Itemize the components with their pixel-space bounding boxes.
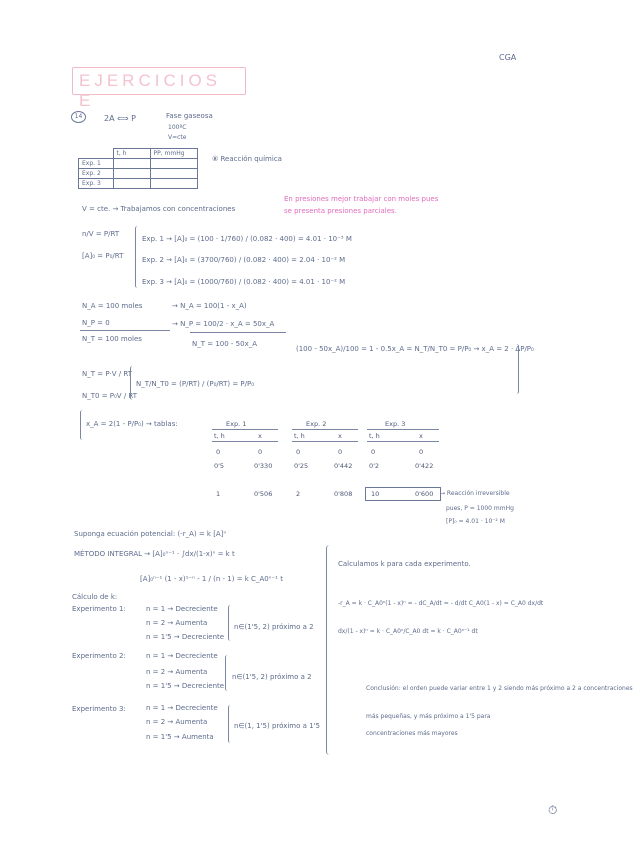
table-cell: 0	[258, 448, 263, 456]
table-title: Exp. 1	[226, 420, 247, 428]
brace	[228, 605, 233, 641]
conclusion-3: concentraciones más mayores	[366, 730, 458, 737]
initials: CGA	[499, 53, 517, 62]
rel-nt: N_T = P·V / RT	[82, 370, 133, 378]
divider	[80, 330, 170, 331]
mole-nt-eq: N_T = 100 - 50x_A	[192, 340, 258, 348]
data-table-exp1	[210, 420, 280, 500]
table-row-label: Exp. 2	[79, 169, 114, 179]
exp1-calc: Exp. 1 → [A]₀ = (100 · 1/760) / (0.082 · 400) = 4.01 · 10⁻³ M	[142, 235, 352, 243]
reaction-note: ⑧ Reacción química	[212, 155, 282, 163]
exp2-line: n = 1 → Decreciente	[146, 652, 218, 660]
experiment-table	[78, 148, 198, 189]
exp1-line: n = 1 → Decreciente	[146, 605, 218, 613]
data-table-exp2	[290, 420, 360, 500]
problem-number: 14	[71, 111, 86, 123]
mole-np-eq: → N_P = 100/2 · x_A = 50x_A	[172, 320, 275, 328]
table-header: x	[258, 432, 262, 440]
condition-volume: V=cte	[168, 134, 187, 141]
exp2-calc: Exp. 2 → [A]₀ = (3700/760) / (0.082 · 400) = 2.04 · 10⁻² M	[142, 256, 346, 264]
exp3-note-1: → Reacción irreversible	[440, 490, 510, 497]
integral-method: MÉTODO INTEGRAL → [A]₀ⁿ⁻¹ · ∫dx/(1-x)ⁿ = k t	[74, 550, 235, 558]
table-row-label: Exp. 1	[79, 159, 114, 169]
mole-nt: N_T = 100 moles	[82, 335, 142, 343]
rate-eq-1: -r_A = k · C_A0ⁿ(1 - x)ⁿ = - dC_A/dt = - d/dt C_A0(1 - x) = C_A0 dx/dt	[338, 600, 544, 607]
conclusion-1: Conclusión: el orden puede variar entre 1 y 2 siendo más próximo a 2 a concentraciones	[366, 685, 633, 692]
mole-np: N_P = 0	[82, 319, 110, 327]
table-cell: 0	[216, 448, 221, 456]
exp3-note-3: [P]₀ = 4.01 · 10⁻² M	[446, 518, 505, 525]
table-cell: 1	[216, 490, 221, 498]
exp1-result: n∈(1'5, 2) próximo a 2	[234, 623, 314, 631]
exp3-result: n∈(1, 1'5) próximo a 1'5	[234, 722, 320, 730]
table-cell: 2	[296, 490, 301, 498]
table-cell: 0'25	[294, 462, 309, 470]
phase: Fase gaseosa	[166, 112, 213, 120]
exp2-line: n = 1'5 → Decreciente	[146, 682, 225, 690]
condition-temp: 100ºC	[168, 124, 187, 131]
table-header: t, h	[369, 432, 380, 440]
table-cell: 10	[371, 490, 380, 498]
rel-nt0: N_T0 = P₀V / RT	[82, 392, 138, 400]
table-cell: 0'442	[334, 462, 353, 470]
exp2-line: n = 2 → Aumenta	[146, 668, 208, 676]
table-header: PP, mmHg	[150, 149, 197, 159]
exp1-label: Experimento 1:	[72, 605, 126, 613]
table-cell: 0'330	[254, 462, 273, 470]
exp3-label: Experimento 3:	[72, 705, 126, 713]
brace	[130, 366, 135, 400]
table-cell: 0'2	[369, 462, 380, 470]
table-cell: 0	[419, 448, 424, 456]
table-header: t, h	[214, 432, 225, 440]
exp3-calc: Exp. 3 → [A]₀ = (1000/760) / (0.082 · 400) = 4.01 · 10⁻² M	[142, 278, 346, 286]
concentration-note: V = cte. → Trabajamos con concentraciones	[82, 205, 236, 213]
table-cell: 0	[296, 448, 301, 456]
table-cell: 0	[371, 448, 376, 456]
table-cell: 0	[338, 448, 343, 456]
brace	[225, 655, 230, 691]
reaction: 2A ⟺ P	[104, 114, 136, 123]
table-header: x	[419, 432, 423, 440]
brace	[228, 705, 233, 743]
page-mark-icon: ⏱	[548, 803, 558, 817]
pink-note-1: En presiones mejor trabajar con moles pues	[284, 195, 439, 203]
mole-ratio: (100 - 50x_A)/100 = 1 - 0.5x_A = N_T/N_T0 = P/P₀ → x_A = 2 · ΔP/P₀	[296, 345, 534, 353]
rate-eq-2: dx/(1 - x)ⁿ = k · C_A0ⁿ/C_A0 dt = k · C_A0ⁿ⁻¹ dt	[338, 628, 478, 635]
table-cell: 0'506	[254, 490, 273, 498]
ideal-gas-1: n/V = P/RT	[82, 230, 120, 238]
brace	[80, 410, 85, 440]
calc-k-label: Cálculo de k:	[72, 593, 118, 601]
table-title: Exp. 2	[306, 420, 327, 428]
page-title: EJERCICIOS E	[79, 71, 222, 110]
ideal-gas-2: [A]₀ = P₀/RT	[82, 252, 124, 260]
title-box	[72, 67, 246, 110]
exp3-line: n = 1'5 → Aumenta	[146, 733, 214, 741]
calc-note: Calculamos k para cada experimento.	[338, 560, 471, 568]
table-header: t, h	[113, 149, 150, 159]
brace	[135, 226, 140, 288]
table-header	[79, 149, 114, 159]
table-cell: 0'422	[415, 462, 434, 470]
exp2-result: n∈(1'5, 2) próximo a 2	[232, 673, 312, 681]
table-header: t, h	[294, 432, 305, 440]
assume-rate: Suponga ecuación potencial: (-r_A) = k [A]ⁿ	[74, 530, 227, 538]
exp2-label: Experimento 2:	[72, 652, 126, 660]
table-header: x	[338, 432, 342, 440]
table-cell: 0'5	[214, 462, 225, 470]
brace	[514, 344, 519, 394]
exp3-line: n = 1 → Decreciente	[146, 704, 218, 712]
mole-na: N_A = 100 moles	[82, 302, 143, 310]
table-cell: 0'808	[334, 490, 353, 498]
rel-ratio: N_T/N_T0 = (P/RT) / (P₀/RT) = P/P₀	[136, 380, 255, 388]
exp3-note-2: pues, P = 1000 mmHg	[446, 505, 514, 512]
integral-result: [A]₀ⁿ⁻¹ (1 - x)¹⁻ⁿ - 1 / (n - 1) = k C_A0ⁿ⁻¹ t	[140, 575, 283, 583]
exp3-line: n = 2 → Aumenta	[146, 718, 208, 726]
exp1-line: n = 1'5 → Decreciente	[146, 633, 225, 641]
rel-final: x_A = 2(1 - P/P₀) → tablas:	[86, 420, 178, 428]
mole-na-eq: → N_A = 100(1 - x_A)	[172, 302, 247, 310]
divider	[190, 332, 286, 333]
table-row-label: Exp. 3	[79, 179, 114, 189]
pink-note-2: se presenta presiones parciales.	[284, 207, 397, 215]
conclusion-2: más pequeñas, y más próximo a 1'5 para	[366, 713, 491, 720]
data-table-exp3	[365, 420, 445, 500]
exp1-line: n = 2 → Aumenta	[146, 619, 208, 627]
table-title: Exp. 3	[385, 420, 406, 428]
table-cell: 0'600	[415, 490, 434, 498]
brace	[326, 545, 333, 755]
